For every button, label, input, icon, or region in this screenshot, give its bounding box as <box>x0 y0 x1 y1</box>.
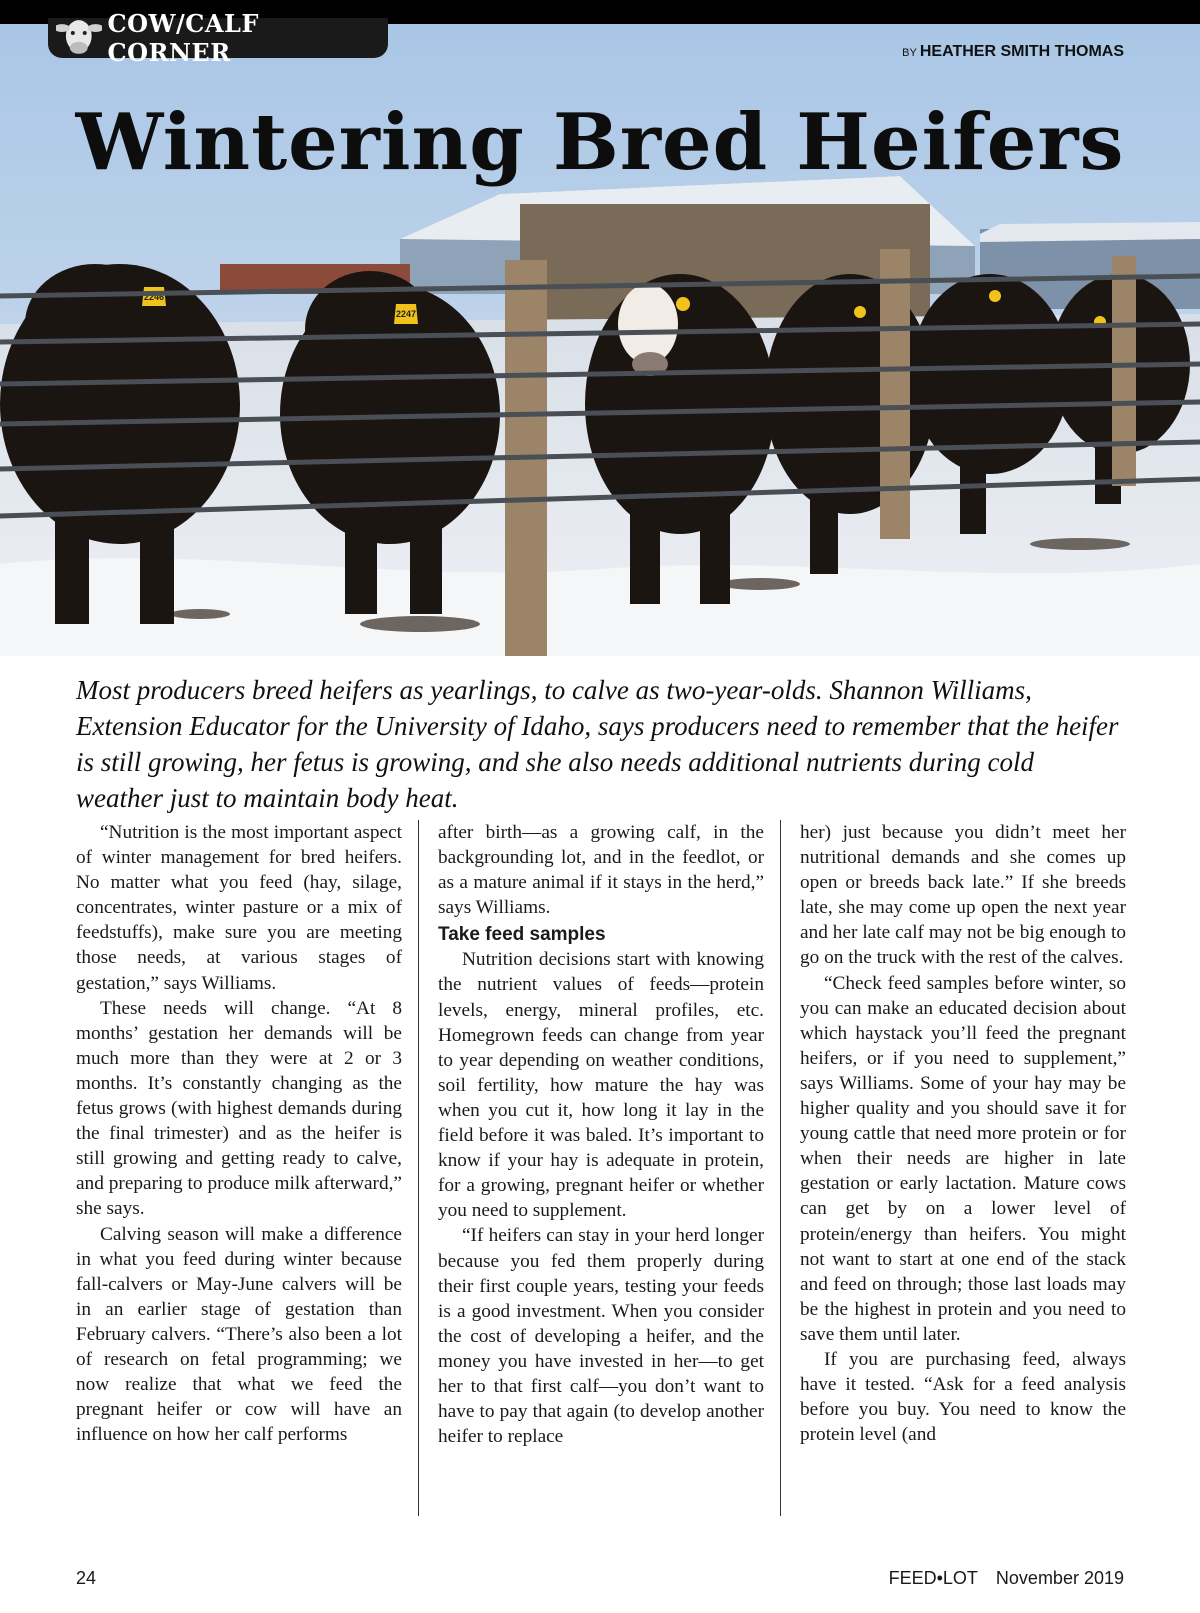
paragraph: her) just because you didn’t meet her nutritional demands and she comes up open or breeds back late.” If she breeds late, she may come up open the next year and her late calf may not be big enough to go on the truck with the rest of the calves. <box>800 822 1126 969</box>
paragraph: “Check feed samples before winter, so you can make an educated decision about which haystack you’ll feed the pregnant heifers, or if you need to supplement,” says Williams. Some of your hay may be higher quality and you should save it for young cattle that need more protein or for when their needs are higher in late gestation or early lactation. Mature cows can get by on a lower level of protein/energy than heifers. You might not want to start at one end of the stack and feed on through; those last loads may be the highest in protein and you need to save them until later. <box>800 972 1126 1345</box>
paragraph: Nutrition decisions start with knowing the nutrient values of feeds—protein levels, energy, mineral profiles, etc. Homegrown feeds can change from year to year depending on weather conditions, soil fertility, how mature the hay was when you cut it, how long it lay in the field before it was baled. It’s important to know if your hay is adequate in protein, for a growing, pregnant heifer or whether you need to supplement. <box>438 949 764 1222</box>
ear-tag-1: 2246 <box>144 292 165 302</box>
section-label: COW/CALF CORNER <box>107 9 259 67</box>
paragraph: “Nutrition is the most important aspect of winter management for bred heifers. No matter what you feed (hay, silage, concentrates, winter pasture or a mix of feedstuffs), make sure you are meeting those needs, at various stages of gestation,” says Williams. <box>76 822 402 994</box>
column-rule <box>418 820 419 1516</box>
cow-head-icon <box>56 14 102 56</box>
ear-tag-2: 2247 <box>396 309 417 319</box>
body-column-3 <box>800 820 1126 1447</box>
column-rule <box>780 820 781 1516</box>
byline-prefix: BY <box>902 47 917 59</box>
deck: Most producers breed heifers as yearlings, to calve as two-year-olds. Shannon Williams, Extension Educator for the University of Idaho, says producers need to remember that the heifer is still growing, her fetus is growing, and she also needs additional nutrients during cold weather just to maintain body heat. <box>76 675 1119 813</box>
byline <box>902 43 1124 61</box>
issue-date: November 2019 <box>995 1568 1124 1588</box>
publication-footer <box>889 1568 1124 1589</box>
page-number: 24 <box>76 1568 97 1588</box>
headline: Wintering Bred Heifers <box>75 97 1125 188</box>
paragraph: Calving season will make a difference in what you feed during winter because fall-calvers or May-June calvers will be in an earlier stage of gestation than February calvers. “There’s also been a lot of research on fetal programming; we now realize that what we feed the pregnant heifer or cow will have an influence on how her calf performs <box>76 1223 402 1446</box>
paragraph: after birth—as a growing calf, in the backgrounding lot, and in the feedlot, or as a mature animal if it stays in the herd,” says Williams. <box>438 822 764 919</box>
publication-name: FEED•LOT <box>888 1568 978 1588</box>
body-column-2 <box>438 820 764 1449</box>
body-column-1 <box>76 820 402 1447</box>
subhead: Take feed samples <box>438 924 606 946</box>
paragraph: “If heifers can stay in your herd longer because you fed them properly during their first couple years, testing your feeds is a good investment. When you consider the cost of developing a heifer, and the money you have invested in her—to get her to that first calf—you don’t want to have to pay that again (to develop another heifer to replace <box>438 1225 764 1448</box>
byline-author: HEATHER SMITH THOMAS <box>919 43 1124 60</box>
section-tab <box>48 9 388 67</box>
paragraph: These needs will change. “At 8 months’ gestation her demands will be much more than they were at 2 or 3 months. It’s constantly changing as the fetus grows (with highest demands during the final trimester) and as the heifer is still growing and getting ready to calve, and preparing to produce milk afterward,” she says. <box>76 997 402 1220</box>
paragraph: If you are purchasing feed, always have it tested. “Ask for a feed analysis before you buy. You need to know the protein level (and <box>800 1348 1126 1446</box>
